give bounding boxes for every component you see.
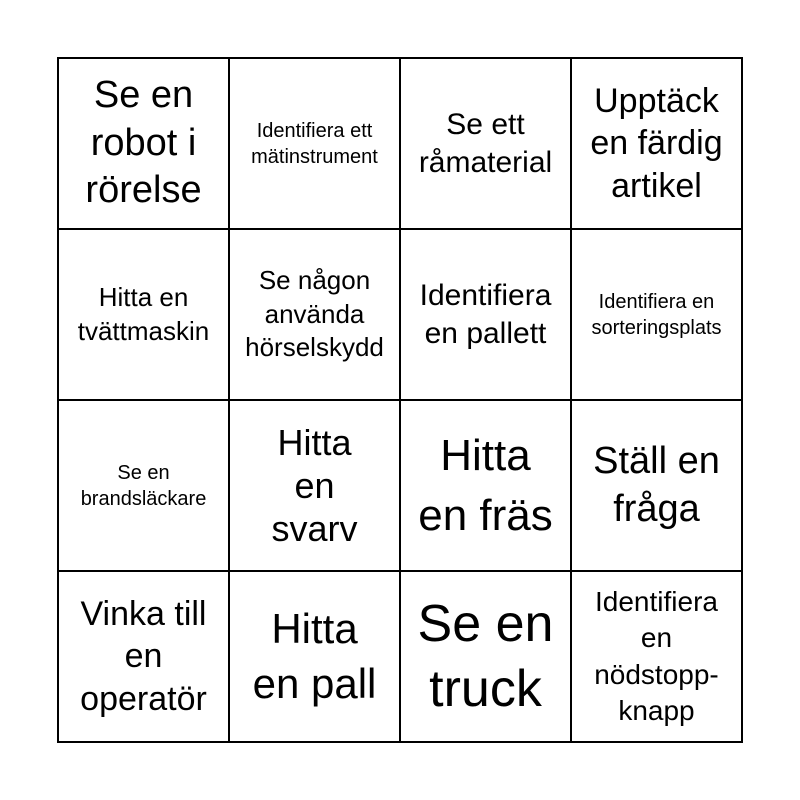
cell-text: Hitta en tvättmaskin (77, 281, 210, 346)
cell-text: Vinka till en operatör (80, 594, 207, 718)
bingo-cell[interactable] (401, 401, 572, 572)
cell-text: Hitta en pall (252, 604, 377, 707)
cell-text: Identifiera en pallett (419, 279, 552, 350)
cell-text: Identifiera en nödstopp- knapp (594, 585, 719, 726)
cell-text: Hitta en fräs (418, 431, 553, 540)
bingo-cell[interactable] (572, 230, 743, 401)
bingo-cell[interactable] (401, 59, 572, 230)
cell-text: Se en robot i rörelse (85, 74, 202, 212)
cell-text: Se ett råmaterial (418, 108, 553, 179)
bingo-cell[interactable] (59, 572, 230, 743)
bingo-board (57, 57, 743, 743)
cell-text: Se en brandsläckare (80, 461, 207, 510)
bingo-cell[interactable] (401, 230, 572, 401)
cell-text: Se någon använda hörselskydd (245, 264, 384, 363)
bingo-cell[interactable] (572, 572, 743, 743)
bingo-cell[interactable] (572, 59, 743, 230)
cell-text: Hitta en svarv (271, 421, 358, 550)
bingo-cell[interactable] (59, 401, 230, 572)
cell-text: Identifiera ett mätinstrument (251, 119, 378, 168)
bingo-cell[interactable] (230, 401, 401, 572)
bingo-cell[interactable] (59, 230, 230, 401)
bingo-cell[interactable] (230, 59, 401, 230)
cell-text: Identifiera en sorteringsplats (591, 290, 722, 339)
cell-text: Ställ en fråga (593, 440, 720, 530)
bingo-cell[interactable] (59, 59, 230, 230)
bingo-cell[interactable] (230, 230, 401, 401)
bingo-cell[interactable] (572, 401, 743, 572)
cell-text: Se en truck (417, 594, 554, 718)
bingo-cell[interactable] (401, 572, 572, 743)
cell-text: Upptäck en färdig artikel (590, 81, 723, 205)
bingo-cell[interactable] (230, 572, 401, 743)
